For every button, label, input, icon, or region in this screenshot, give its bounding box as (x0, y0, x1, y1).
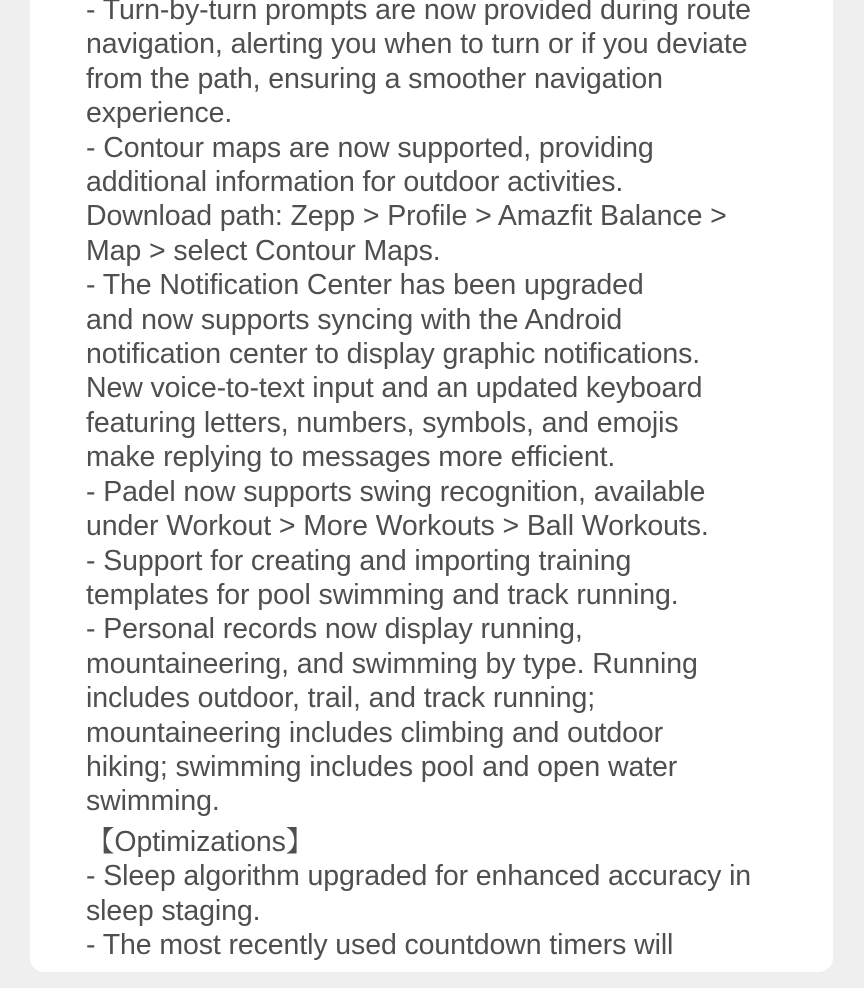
text-line: sleep staging. (86, 894, 261, 927)
text-line: Download path: Zepp > Profile > Amazfit Balance > (86, 200, 727, 233)
text-line: - The Notification Center has been upgraded (86, 269, 644, 302)
text-line: make replying to messages more efficient. (86, 441, 616, 474)
text-line: Map > select Contour Maps. (86, 234, 441, 267)
release-notes-text (86, 0, 821, 962)
text-line: swimming. (86, 785, 220, 818)
text-line: includes outdoor, trail, and track running; (86, 682, 596, 715)
release-notes-card (30, 0, 833, 972)
text-line: templates for pool swimming and track running. (86, 578, 679, 611)
text-line: under Workout > More Workouts > Ball Workouts. (86, 510, 709, 543)
text-line: - Contour maps are now supported, providing (86, 131, 654, 164)
text-line: experience. (86, 97, 233, 130)
text-line: mountaineering, and swimming by type. Running (86, 647, 698, 680)
text-line: - Turn-by-turn prompts are now provided during route (86, 0, 751, 26)
text-line: and now supports syncing with the Android (86, 303, 623, 336)
text-line: mountaineering includes climbing and outdoor (86, 716, 664, 749)
text-line: New voice-to-text input and an updated keyboard (86, 372, 703, 405)
text-line: additional information for outdoor activities. (86, 166, 624, 199)
text-line: - Personal records now display running, (86, 613, 583, 646)
text-line: from the path, ensuring a smoother navigation (86, 62, 663, 95)
text-line: - The most recently used countdown timers will (86, 928, 674, 961)
text-line: - Sleep algorithm upgraded for enhanced accuracy in (86, 860, 752, 893)
optimizations-heading: 【Optimizations】 (86, 825, 315, 858)
text-line: featuring letters, numbers, symbols, and emojis (86, 406, 679, 439)
text-line: navigation, alerting you when to turn or if you deviate (86, 28, 748, 61)
text-line: - Support for creating and importing training (86, 544, 632, 577)
text-line: notification center to display graphic notifications. (86, 338, 701, 371)
text-line: hiking; swimming includes pool and open water (86, 750, 678, 783)
text-line: - Padel now supports swing recognition, available (86, 475, 706, 508)
